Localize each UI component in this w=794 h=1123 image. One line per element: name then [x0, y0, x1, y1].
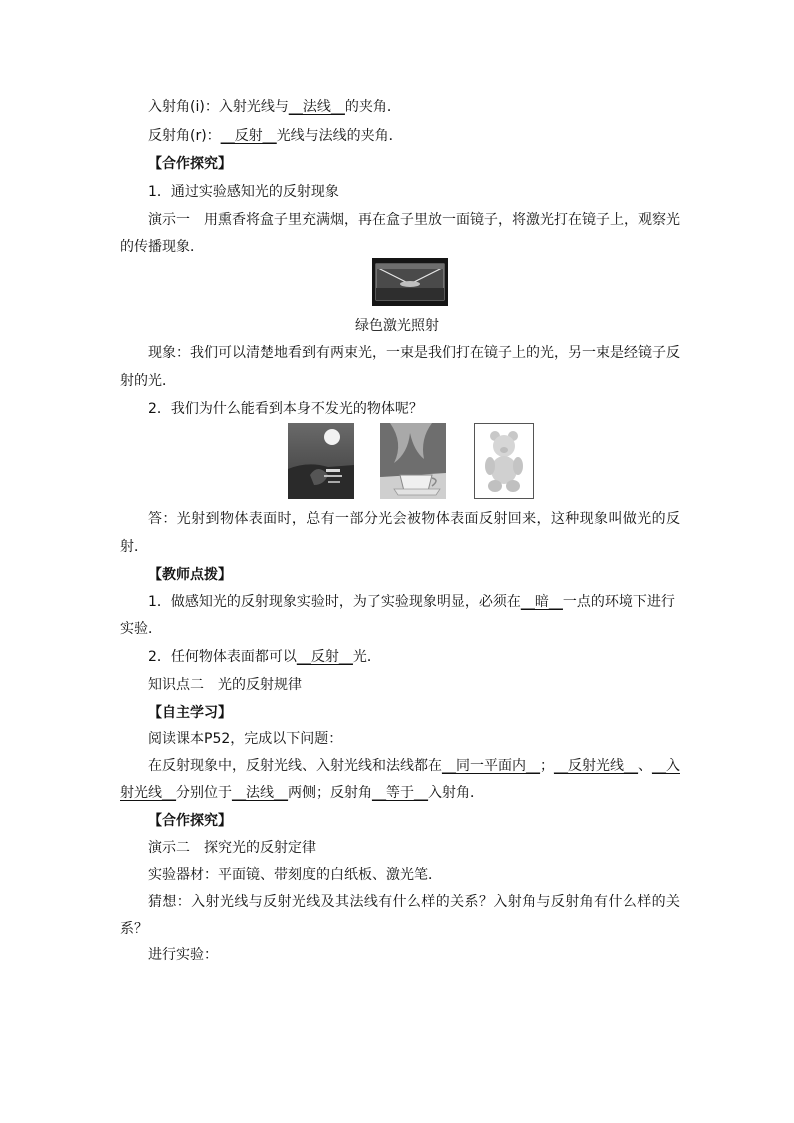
law-blank-normal: __法线__ [232, 785, 288, 801]
moon-reflection-image [288, 423, 354, 499]
law-blank-incident-ray-b: 射光线__ [120, 785, 176, 801]
steaming-cup-illustration [380, 423, 446, 499]
answer-line1 [148, 510, 708, 528]
guess-line2: 系？ [120, 921, 148, 937]
demo1-line1 [148, 211, 708, 229]
knowledge-point-2-title: 知识点二 光的反射规律 [148, 677, 302, 693]
incidence-angle-tail: 的夹角． [344, 99, 401, 115]
teacher-point-1-post: 一点的环境下进行 [562, 594, 675, 610]
demo2-title: 演示二 探究光的反射定律 [148, 840, 316, 856]
teacher-point-1-blank: __暗__ [520, 594, 563, 610]
teacher-point-2-post: 光． [352, 649, 381, 665]
law-pre: 在反射现象中，反射光线、入射光线和法线都在 [148, 758, 442, 774]
moon-over-water-illustration [288, 423, 354, 499]
teacher-point-2-pre: 2．任何物体表面都可以 [148, 649, 297, 665]
law-tail: 入射角． [428, 785, 484, 801]
phenomenon-line1 [148, 344, 708, 362]
reading-instruction: 阅读课本P52，完成以下问题： [148, 731, 343, 747]
materials-line: 实验器材：平面镜、带刻度的白纸板、激光笔． [148, 867, 442, 883]
reflection-angle-line: 反射角(r)：__反射__光线与法线的夹角． [148, 128, 403, 144]
incidence-angle-label: 入射角(i)：入射光线与 [148, 99, 289, 115]
green-laser-illustration [372, 258, 448, 306]
reflection-law-line2 [120, 784, 680, 802]
law-mid1: ； [540, 758, 554, 774]
section-self-study: 【自主学习】 [148, 705, 232, 721]
conduct-experiment-line: 进行实验： [148, 947, 218, 963]
laser-image-caption: 绿色激光照射 [355, 318, 439, 334]
demo1-line2: 的传播现象． [120, 239, 204, 255]
teddy-bear-image [474, 423, 534, 499]
incidence-angle-blank: __法线__ [288, 99, 345, 115]
law-blank-reflected-ray: __反射光线__ [554, 758, 638, 774]
law-mid2: 、 [638, 758, 652, 774]
steaming-cup-image [380, 423, 446, 499]
section-teacher-guide: 【教师点拨】 [148, 567, 232, 583]
demo1-line1-text: 演示一 用熏香将盒子里充满烟，再在盒子里放一面镜子，将激光打在镜子上，观察光 [148, 212, 680, 228]
answer-line1-text: 答：光射到物体表面时，总有一部分光会被物体表面反射回来，这种现象叫做光的反 [148, 511, 680, 527]
green-laser-image [372, 258, 448, 306]
law-blank-incident-ray-a: __入 [652, 758, 680, 774]
question-1-title: 1．通过实验感知光的反射现象 [148, 184, 339, 200]
teacher-point-2-blank: __反射__ [296, 649, 353, 665]
section-cooperative-1: 【合作探究】 [148, 156, 232, 172]
law-blank-equal: __等于__ [372, 785, 428, 801]
phenomenon-line2: 射的光． [120, 373, 176, 389]
law-mid3: 分别位于 [176, 785, 232, 801]
teddy-bear-illustration [475, 424, 533, 498]
phenomenon-line1-text: 现象：我们可以清楚地看到有两束光，一束是我们打在镜子上的光，另一束是经镜子反 [148, 345, 680, 361]
reflection-law-line1 [148, 757, 680, 775]
guess-line1-text: 猜想：入射光线与反射光线及其法线有什么样的关系？入射角与反射角有什么样的关 [148, 894, 680, 910]
teacher-point-1-pre: 1．做感知光的反射现象实验时，为了实验现象明显，必须在 [148, 594, 521, 610]
law-blank-same-plane: __同一平面内__ [442, 758, 540, 774]
reflection-angle-tail: 光线与法线的夹角． [276, 128, 403, 144]
section-cooperative-2: 【合作探究】 [148, 813, 232, 829]
teacher-point-1-line2: 实验． [120, 621, 162, 637]
answer-line2: 射． [120, 539, 148, 555]
law-mid4: 两侧；反射角 [288, 785, 372, 801]
question-2-title: 2．我们为什么能看到本身不发光的物体呢？ [148, 401, 423, 417]
reflection-angle-blank: __反射__ [220, 128, 277, 144]
teacher-point-1 [148, 593, 708, 611]
guess-line1 [148, 893, 708, 911]
incidence-angle-line [148, 98, 708, 116]
teacher-point-2 [148, 648, 708, 666]
